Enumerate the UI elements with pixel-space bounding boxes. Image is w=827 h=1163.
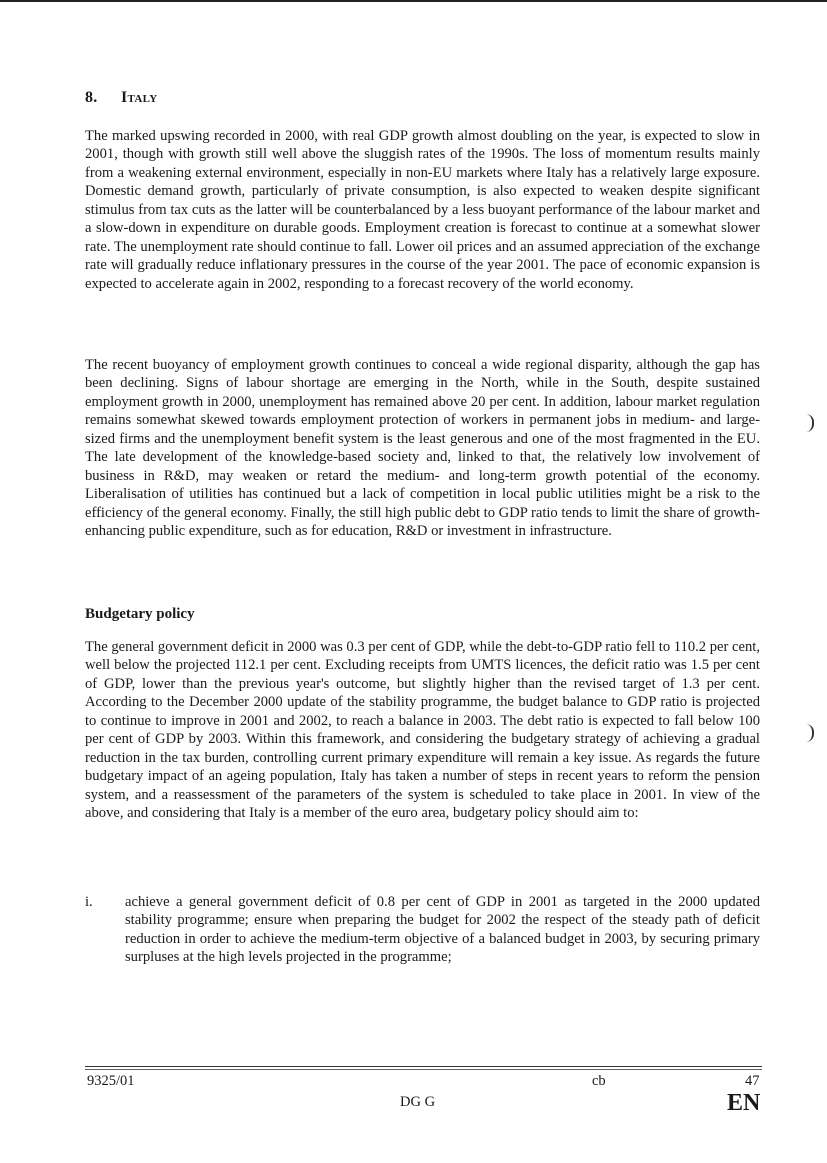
section-title: Italy: [121, 89, 158, 106]
footer-rule-secondary: [85, 1069, 762, 1070]
footer-rule: [85, 1066, 762, 1067]
paragraph-outlook: The marked upswing recorded in 2000, with real GDP growth almost doubling on the year, is expected to slow in 2001, though with growth still well above the sluggish rates of the 1990s. The loss of momentum results mainly from a weakening external environment, especially in non-EU markets where Italy has a relatively large exposure. Domestic demand growth, particularly of private consumption, is also expected to weaken despite significant stimulus from tax cuts as the latter will be counterbalanced by a less buoyant performance of the labour market and a slow-down in expenditure on durable goods. Employment creation is forecast to continue at a somewhat slower rate. The unemployment rate should continue to fall. Lower oil prices and an assumed appreciation of the exchange rate will gradually reduce inflationary pressures in the course of the year 2001. The pace of economic expansion is expected to accelerate again in 2002, responding to a forecast recovery of the world economy.: [85, 128, 760, 292]
footer-language-code: EN: [727, 1090, 761, 1116]
margin-bracket-mark: [806, 414, 814, 432]
footer-page-number: 47: [745, 1073, 760, 1089]
section-heading: [85, 89, 157, 107]
margin-bracket-mark: [806, 724, 814, 742]
footer-department: DG G: [400, 1094, 436, 1110]
subheading-budgetary-policy: Budgetary policy: [85, 606, 195, 622]
list-item: [85, 893, 760, 967]
paragraph-budgetary-policy: The general government deficit in 2000 was 0.3 per cent of GDP, while the debt-to-GDP ratio fell to 110.2 per cent, well below the projected 112.1 per cent. Excluding receipts from UMTS licences, the deficit ratio was 1.5 per cent of GDP, lower than the previous year's outcome, but slightly higher than the revised target of 1.3 per cent. According to the December 2000 update of the stability programme, the budget balance to GDP ratio is projected to continue to improve in 2001 and 2002, to reach a balance in 2003. The debt ratio is expected to fall below 100 per cent of GDP by 2003. Within this framework, and considering the budgetary strategy of achieving a gradual reduction in the tax burden, controlling current primary expenditure will remain a key issue. As regards the future budgetary impact of an ageing population, Italy has taken a number of steps in recent years to reform the pension system, and a reassessment of the parameters of the system is scheduled to take place in 2001. In view of the above, and considering that Italy is a member of the euro area, budgetary policy should aim to:: [85, 639, 760, 822]
section-number: 8.: [85, 89, 98, 106]
paragraph-labour-market: The recent buoyancy of employment growth continues to conceal a wide regional disparity, although the gap has been declining. Signs of labour shortage are emerging in the North, while in the South, despite sustained employment growth in 2000, unemployment has remained above 20 per cent. In addition, labour market regulation remains somewhat skewed towards employment protection of workers in permanent jobs in medium- and large-sized firms and the unemployment benefit system is the least generous and one of the most fragmented in the EU. The late development of the knowledge-based society and, linked to that, the relatively low involvement of business in R&D, may weaken or retard the medium- and long-term growth potential of the economy. Liberalisation of utilities has continued but a lack of competition in local public utilities might be a risk to the efficiency of the general economy. Finally, the still high public debt to GDP ratio tends to limit the share of growth-enhancing public expenditure, such as for education, R&D or investment in infrastructure.: [85, 357, 760, 540]
footer-initials: cb: [592, 1073, 606, 1089]
top-rule: [0, 0, 827, 2]
footer-document-reference: 9325/01: [87, 1073, 135, 1089]
recommendation-list: [85, 893, 760, 967]
list-item-marker: i.: [85, 894, 93, 910]
list-item-text: achieve a general government deficit of 0.8 per cent of GDP in 2001 as targeted in the 2000 updated stability programme; ensure when preparing the budget for 2002 the respect of the steady path of deficit reduction in order to achieve the medium-term objective of a balanced budget in 2003, by securing primary surpluses at the high levels projected in the programme;: [125, 894, 760, 966]
